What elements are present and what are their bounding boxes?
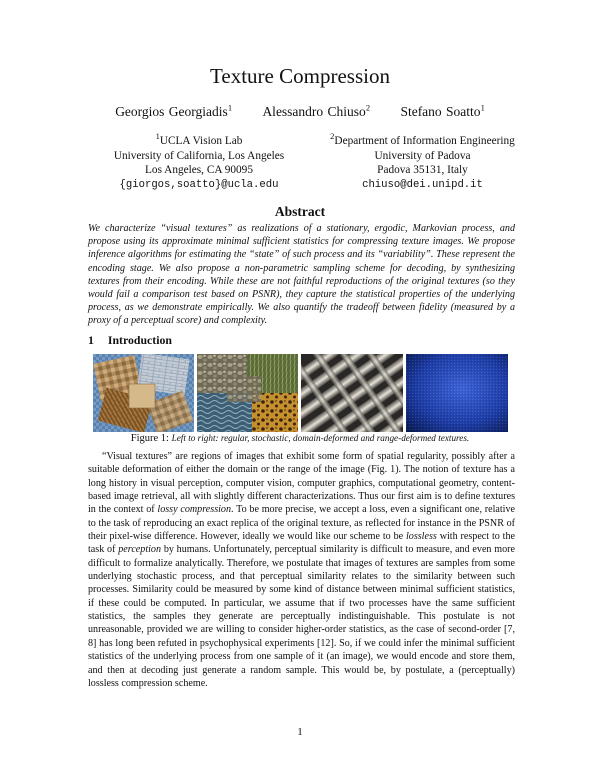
text-run: . To be more precise, we accept a loss, even a significant one, relative to the task of reproducing an exact replica of the original texture, as reflected for instance in the PSNR of their pixel-wise difference. However, ideally we would like our scheme to be: [88, 504, 515, 543]
page-number: 1: [297, 726, 303, 738]
text-run: by humans. Unfortunately, perceptual similarity is difficult to measure, and even more difficult to formalize analytically. Therefore, we postulate that images of textures are samples from some underlying stochastic process, and that perceptual similarity relates to the similarity between such processes. Similarity could be measured by some kind of distance between minimal sufficient statistics, if these could be computed. In particular, we assume that if two processes have the same sufficient statistics, the samples they generate are perceptually indistinguishable. This postulate is not unreasonable, provided we are willing to consider higher-order statistics, as the case of second-order [7, 8] has long been refuted in psychophysical experiments [12]. So, if we could infer the minimal sufficient statistics of the underlying process from one sample of it (an image), we would encode and store them, and then at decoding just generate a random sample. This would be, by postulate, a (perceptually) lossless compression scheme.: [88, 544, 515, 689]
texture-image-regular: [93, 354, 194, 432]
section-heading: [88, 333, 172, 348]
author-sup: 2: [365, 102, 371, 113]
author-3: [400, 104, 484, 119]
figure-label: Figure 1:: [130, 433, 169, 444]
figure-caption: [0, 433, 600, 444]
body-text: [88, 450, 515, 690]
affiliation-line: Padova 35131, Italy: [377, 164, 468, 177]
affiliation-sup: 1: [155, 131, 160, 142]
author-sup: 1: [480, 102, 485, 113]
emphasis: perception: [118, 544, 162, 556]
paragraph: [88, 450, 515, 690]
abstract-text: We characterize “visual textures” as realizations of a stationary, ergodic, Markovian process, and propose using its approximate minimal sufficient statistics for compressing texture images. We propose inference algorithms for estimating the “state” of such process and its “variability”. These represent the encoding stage. We also propose a non-parametric sampling scheme for decoding, by synthesizing textures from their encoding. While these are not faithful reproductions of the original textures (so they would fail a comparison test based on PSNR), they capture the statistical properties of the underlying process, as we demonstrate empirically. We also quantify the tradeoff between fidelity (measured by a proxy of a perceptual score) and complexity.: [88, 223, 515, 327]
texture-image-range-deformed: [406, 354, 508, 432]
affiliation-line: University of California, Los Angeles: [113, 149, 285, 162]
affiliation-line: Department of Information Engineering: [334, 135, 515, 147]
affiliation-2: [310, 131, 535, 192]
abstract-heading: Abstract: [274, 204, 326, 219]
author-name: Alessandro Chiuso: [262, 104, 366, 119]
affiliation-1: [88, 131, 310, 192]
affiliation-email: chiuso@dei.unipd.it: [362, 178, 483, 191]
author-name: Stefano Soatto: [400, 104, 481, 119]
texture-image-domain-deformed: [301, 354, 403, 432]
emphasis: lossy compression: [157, 504, 232, 516]
author-name: Georgios Georgiadis: [115, 104, 228, 119]
section-title: Introduction: [107, 333, 172, 347]
texture-image-stochastic: [197, 354, 298, 432]
text-run: “Visual textures” are regions of images that exhibit some form of spatial regularity, possibly after a suitable deformation of either the domain or the range of the image (Fig. 1). The notion of texture has a long history in visual perception, computer vision, computer graphics, computational geometry, content-based image retrieval, all with slightly different characterizations. Thus our first aim is to define textures in the context of: [88, 451, 515, 516]
section-number: 1: [88, 333, 94, 347]
affiliation-line: UCLA Vision Lab: [159, 135, 243, 147]
author-2: [262, 104, 370, 119]
author-1: [115, 104, 232, 119]
affiliation-line: Los Angeles, CA 90095: [145, 164, 253, 177]
emphasis: lossless: [405, 531, 437, 543]
affiliation-line: University of Padova: [374, 149, 471, 162]
affiliation-email: {giorgos,soatto}@ucla.edu: [119, 178, 279, 191]
text-run: with respect to the task of: [88, 531, 515, 556]
affiliation-sup: 2: [330, 131, 335, 142]
paper-title: Texture Compression: [210, 64, 390, 88]
author-list: [0, 104, 600, 120]
figure-caption-text: Left to right: regular, stochastic, domain-deformed and range-deformed textures.: [171, 433, 470, 443]
author-sup: 1: [227, 102, 233, 113]
